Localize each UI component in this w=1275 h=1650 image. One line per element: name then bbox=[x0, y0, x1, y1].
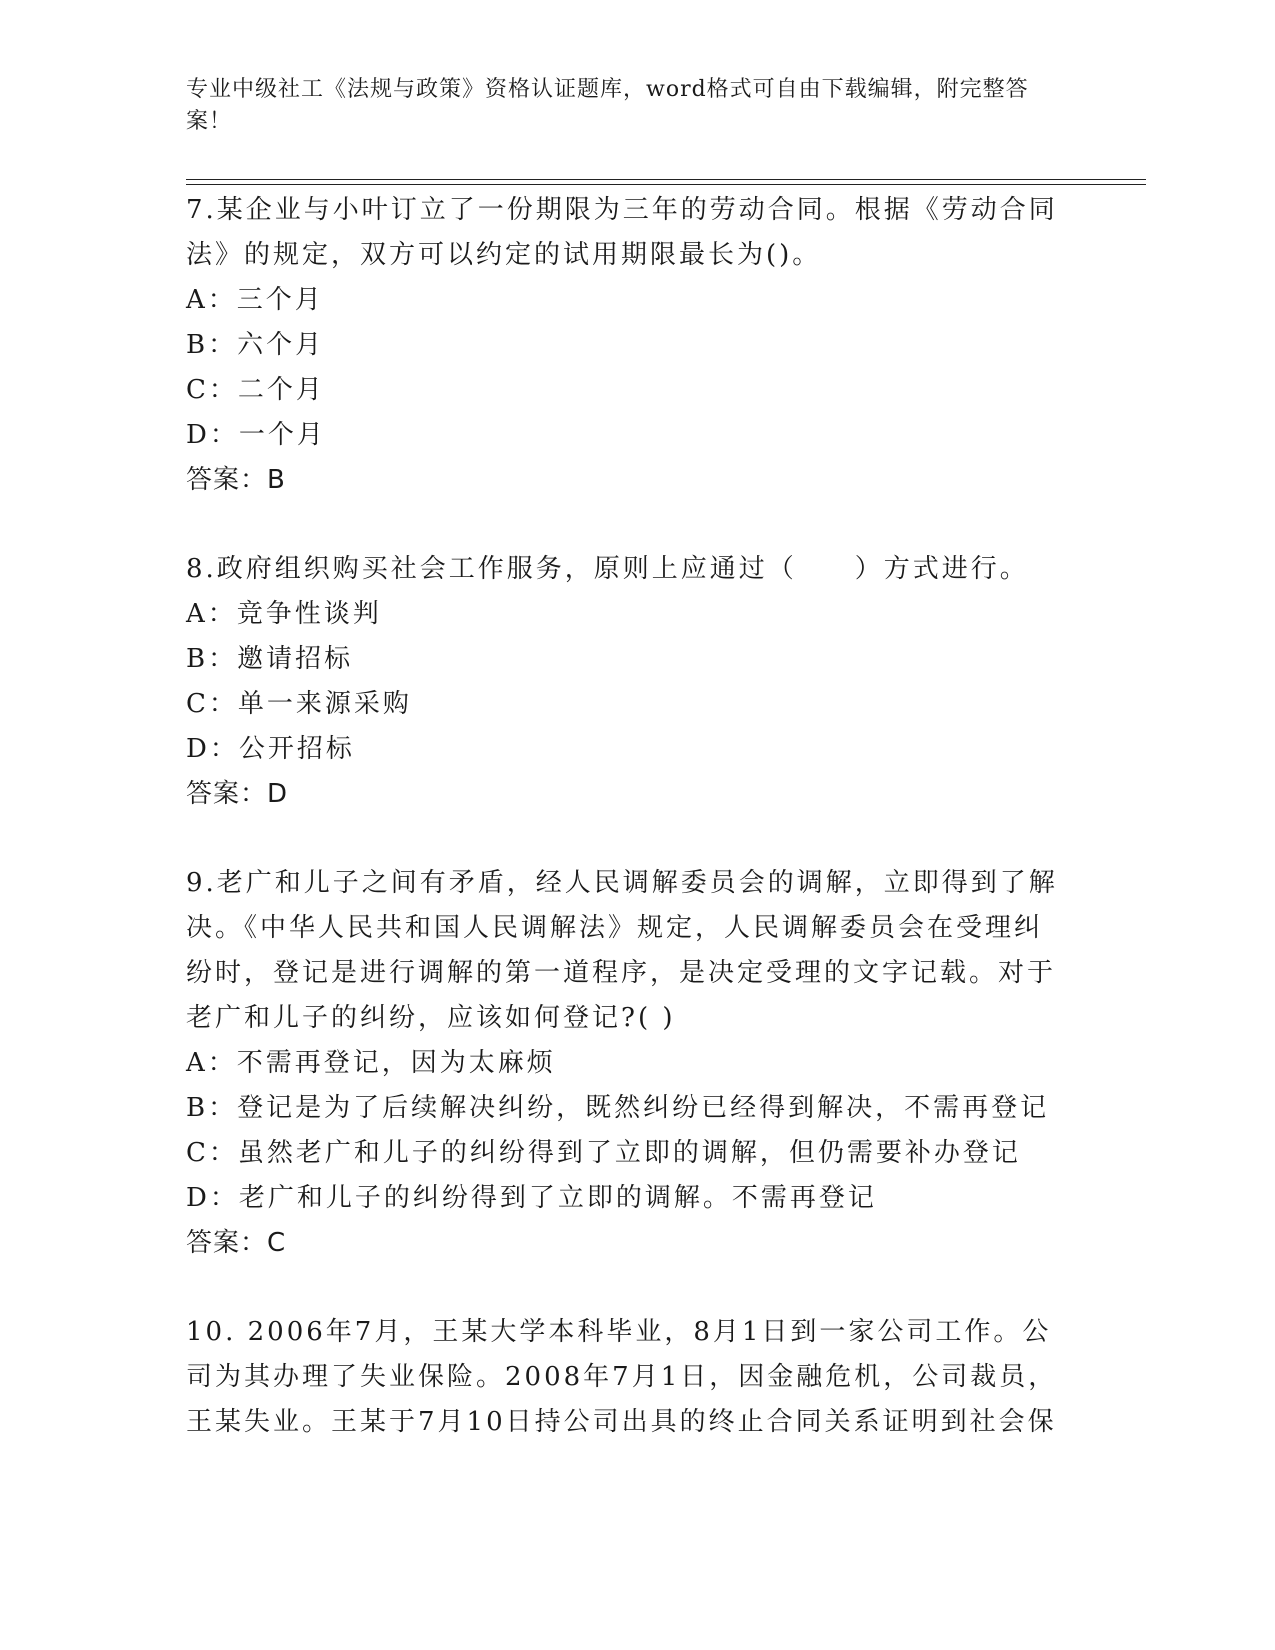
question-text: 7.某企业与小叶订立了一份期限为三年的劳动合同。根据《劳动合同法》的规定，双方可以约定的试用期限最长为()。 bbox=[186, 195, 1058, 270]
option-d: D：一个月 bbox=[186, 420, 326, 450]
option-a: A：竞争性谈判 bbox=[186, 599, 382, 629]
option-c: C：虽然老广和儿子的纠纷得到了立即的调解，但仍需要补办登记 bbox=[186, 1138, 1021, 1168]
answer-line: 答案：C bbox=[186, 1228, 287, 1258]
document-header: 专业中级社工《法规与政策》资格认证题库，word格式可自由下载编辑，附完整答案！ bbox=[186, 77, 1029, 134]
option-d: D：老广和儿子的纠纷得到了立即的调解。不需再登记 bbox=[186, 1183, 877, 1213]
answer-line: 答案：B bbox=[186, 465, 286, 495]
option-b: B：邀请招标 bbox=[186, 644, 354, 674]
question-text: 10. 2006年7月，王某大学本科毕业，8月1日到一家公司工作。公司为其办理了失业保险。2008年7月1日，因金融危机，公司裁员，王某失业。王某于7月10日持公司出具的终止合同关系证明到社会保 bbox=[186, 1317, 1058, 1437]
question-text: 8.政府组织购买社会工作服务，原则上应通过（ ）方式进行。 bbox=[186, 554, 1029, 584]
question-7 bbox=[186, 188, 1066, 503]
option-b: B：登记是为了后续解决纠纷，既然纠纷已经得到解决，不需再登记 bbox=[186, 1093, 1050, 1123]
option-a: A：三个月 bbox=[186, 285, 324, 315]
answer-line: 答案：D bbox=[186, 779, 289, 809]
question-9 bbox=[186, 861, 1066, 1266]
question-10 bbox=[186, 1310, 1066, 1445]
header-divider-bottom bbox=[186, 184, 1146, 185]
option-d: D：公开招标 bbox=[186, 734, 355, 764]
option-a: A：不需再登记，因为太麻烦 bbox=[186, 1048, 556, 1078]
option-b: B：六个月 bbox=[186, 330, 325, 360]
question-text: 9.老广和儿子之间有矛盾，经人民调解委员会的调解，立即得到了解决。《中华人民共和国人民调解法》规定，人民调解委员会在受理纠纷时，登记是进行调解的第一道程序，是决定受理的文字记载。对于老广和儿子的纠纷，应该如何登记?( ) bbox=[186, 868, 1058, 1033]
question-list bbox=[186, 188, 1066, 1489]
option-c: C：二个月 bbox=[186, 375, 325, 405]
question-8 bbox=[186, 547, 1066, 817]
header-divider-top bbox=[186, 179, 1146, 180]
option-c: C：单一来源采购 bbox=[186, 689, 412, 719]
